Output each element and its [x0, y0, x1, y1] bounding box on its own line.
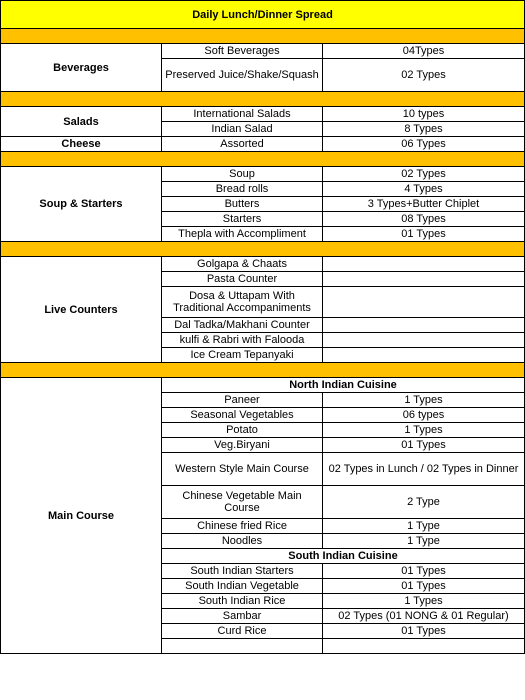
- qty-cell: 02 Types in Lunch / 02 Types in Dinner: [323, 453, 525, 486]
- qty-cell: [323, 272, 525, 287]
- item-cell: Butters: [162, 197, 323, 212]
- item-cell: Veg.Biryani: [162, 438, 323, 453]
- qty-cell: 02 Types (01 NONG & 01 Regular): [323, 609, 525, 624]
- qty-cell: 04Types: [323, 44, 525, 59]
- qty-cell: [323, 257, 525, 272]
- item-cell: Golgapa & Chaats: [162, 257, 323, 272]
- qty-cell: 01 Types: [323, 564, 525, 579]
- qty-cell: 02 Types: [323, 167, 525, 182]
- section-label-main-course: Main Course: [1, 378, 162, 654]
- qty-cell: 1 Type: [323, 519, 525, 534]
- section-label-cheese: Cheese: [1, 137, 162, 152]
- qty-cell: 08 Types: [323, 212, 525, 227]
- item-cell: Curd Rice: [162, 624, 323, 639]
- qty-cell: [323, 639, 525, 654]
- item-cell: Noodles: [162, 534, 323, 549]
- qty-cell: [323, 333, 525, 348]
- item-cell: Western Style Main Course: [162, 453, 323, 486]
- qty-cell: 10 types: [323, 107, 525, 122]
- qty-cell: 01 Types: [323, 438, 525, 453]
- section-divider: [1, 152, 525, 167]
- item-cell: Pasta Counter: [162, 272, 323, 287]
- qty-cell: 8 Types: [323, 122, 525, 137]
- section-divider: [1, 242, 525, 257]
- section-label-beverages: Beverages: [1, 44, 162, 92]
- qty-cell: [323, 318, 525, 333]
- page-title: Daily Lunch/Dinner Spread: [1, 1, 525, 29]
- north-indian-heading: North Indian Cuisine: [162, 378, 525, 393]
- item-cell: Chinese fried Rice: [162, 519, 323, 534]
- item-cell: Bread rolls: [162, 182, 323, 197]
- qty-cell: [323, 287, 525, 318]
- table-row: [1, 378, 525, 393]
- section-label-salads: Salads: [1, 107, 162, 137]
- table-row: [1, 107, 525, 122]
- qty-cell: 06 Types: [323, 137, 525, 152]
- qty-cell: 01 Types: [323, 579, 525, 594]
- qty-cell: 1 Types: [323, 594, 525, 609]
- item-cell: Assorted: [162, 137, 323, 152]
- table-row: [1, 44, 525, 59]
- item-cell: Indian Salad: [162, 122, 323, 137]
- item-cell: International Salads: [162, 107, 323, 122]
- item-cell: Soft Beverages: [162, 44, 323, 59]
- qty-cell: [323, 348, 525, 363]
- qty-cell: 1 Types: [323, 393, 525, 408]
- item-cell: Paneer: [162, 393, 323, 408]
- item-cell: Dosa & Uttapam With Traditional Accompaniments: [162, 287, 323, 318]
- section-divider: [1, 29, 525, 44]
- table-row: [1, 137, 525, 152]
- item-cell: South Indian Rice: [162, 594, 323, 609]
- qty-cell: 4 Types: [323, 182, 525, 197]
- item-cell: Thepla with Accompliment: [162, 227, 323, 242]
- item-cell: South Indian Starters: [162, 564, 323, 579]
- item-cell: Seasonal Vegetables: [162, 408, 323, 423]
- south-indian-heading: South Indian Cuisine: [162, 549, 525, 564]
- qty-cell: 1 Types: [323, 423, 525, 438]
- item-cell: kulfi & Rabri with Falooda: [162, 333, 323, 348]
- table-row: [1, 167, 525, 182]
- qty-cell: 01 Types: [323, 227, 525, 242]
- section-label-live-counters: Live Counters: [1, 257, 162, 363]
- item-cell: Preserved Juice/Shake/Squash: [162, 59, 323, 92]
- item-cell: Ice Cream Tepanyaki: [162, 348, 323, 363]
- item-cell: Starters: [162, 212, 323, 227]
- section-divider: [1, 363, 525, 378]
- section-label-soup-starters: Soup & Starters: [1, 167, 162, 242]
- item-cell: Potato: [162, 423, 323, 438]
- title-row: [1, 1, 525, 29]
- item-cell: Soup: [162, 167, 323, 182]
- section-divider: [1, 92, 525, 107]
- qty-cell: 02 Types: [323, 59, 525, 92]
- qty-cell: 2 Type: [323, 486, 525, 519]
- qty-cell: 1 Type: [323, 534, 525, 549]
- qty-cell: 3 Types+Butter Chiplet: [323, 197, 525, 212]
- item-cell: Dal Tadka/Makhani Counter: [162, 318, 323, 333]
- qty-cell: 01 Types: [323, 624, 525, 639]
- item-cell: South Indian Vegetable: [162, 579, 323, 594]
- table-row: [1, 257, 525, 272]
- item-cell: Chinese Vegetable Main Course: [162, 486, 323, 519]
- item-cell: Sambar: [162, 609, 323, 624]
- item-cell: [162, 639, 323, 654]
- qty-cell: 06 types: [323, 408, 525, 423]
